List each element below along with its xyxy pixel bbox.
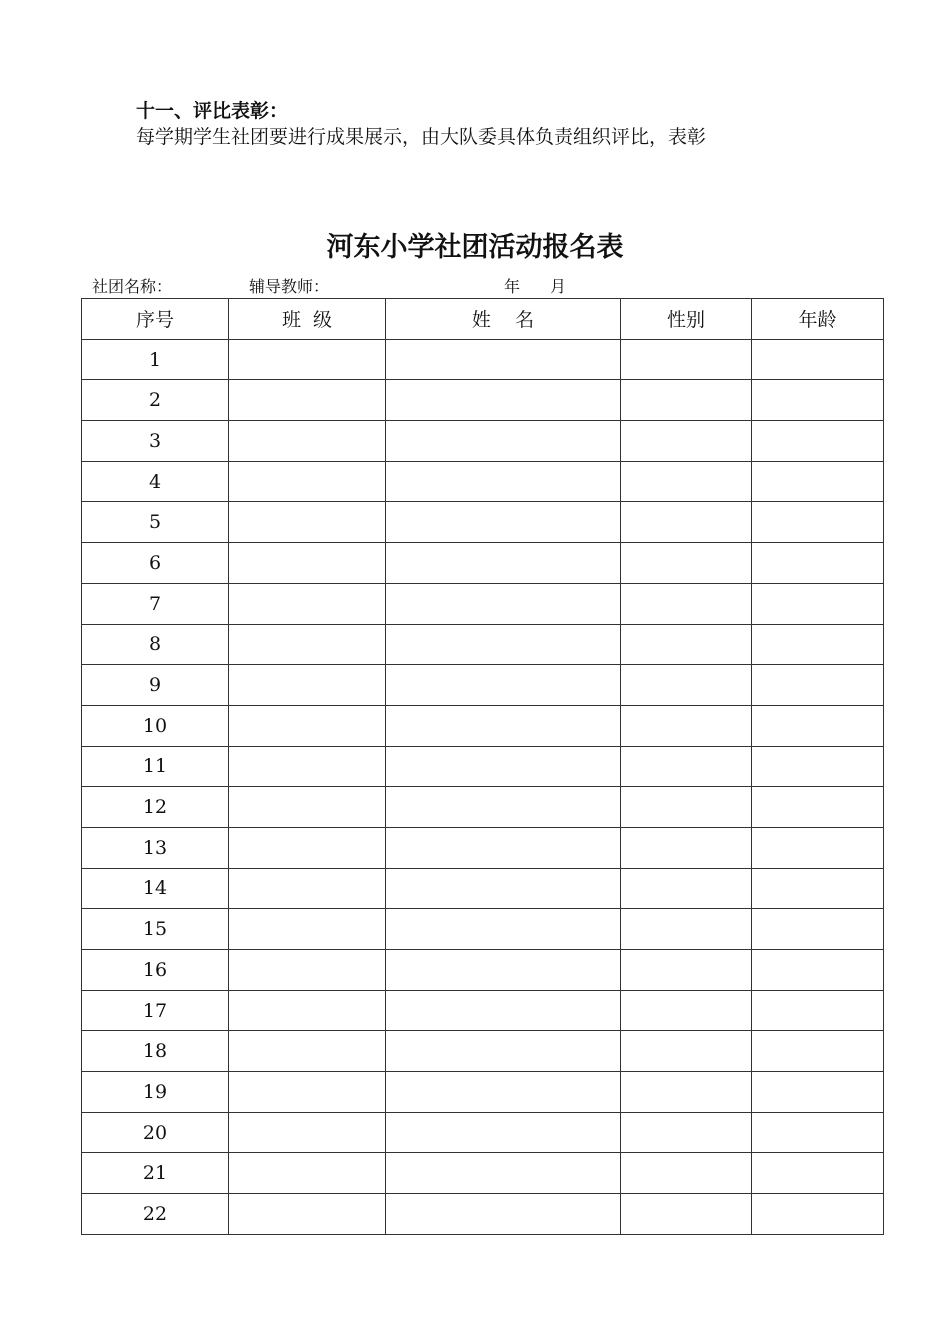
age-cell[interactable] (752, 1072, 884, 1113)
gender-cell[interactable] (621, 339, 752, 380)
age-cell[interactable] (752, 950, 884, 991)
name-cell[interactable] (386, 583, 621, 624)
table-row (82, 1031, 884, 1072)
section-body: 每学期学生社团要进行成果展示，由大队委具体负责组织评比，表彰 (136, 126, 707, 148)
name-cell[interactable] (386, 1031, 621, 1072)
gender-cell[interactable] (621, 1112, 752, 1153)
age-cell[interactable] (752, 421, 884, 462)
table-row (82, 990, 884, 1031)
class-cell[interactable] (229, 583, 386, 624)
class-cell[interactable] (229, 502, 386, 543)
age-cell[interactable] (752, 1153, 884, 1194)
form-title: 河东小学社团活动报名表 (326, 232, 624, 263)
row-index: 22 (82, 1194, 229, 1235)
month-label: 月 (550, 277, 567, 296)
gender-cell[interactable] (621, 868, 752, 909)
name-cell[interactable] (386, 746, 621, 787)
registration-table (81, 298, 884, 1235)
table-row (82, 868, 884, 909)
teacher-label: 辅导教师： (249, 277, 330, 296)
class-cell[interactable] (229, 339, 386, 380)
name-cell[interactable] (386, 909, 621, 950)
table-row (82, 705, 884, 746)
row-index: 13 (82, 827, 229, 868)
row-index: 3 (82, 421, 229, 462)
gender-cell[interactable] (621, 502, 752, 543)
row-index: 2 (82, 380, 229, 421)
class-cell[interactable] (229, 909, 386, 950)
class-cell[interactable] (229, 705, 386, 746)
row-index: 17 (82, 990, 229, 1031)
header-name: 姓 名 (386, 299, 621, 340)
class-cell[interactable] (229, 421, 386, 462)
age-cell[interactable] (752, 827, 884, 868)
name-cell[interactable] (386, 868, 621, 909)
name-cell[interactable] (386, 787, 621, 828)
row-index: 11 (82, 746, 229, 787)
age-cell[interactable] (752, 909, 884, 950)
class-cell[interactable] (229, 665, 386, 706)
class-cell[interactable] (229, 461, 386, 502)
name-cell[interactable] (386, 543, 621, 584)
name-cell[interactable] (386, 461, 621, 502)
table-row (82, 543, 884, 584)
name-cell[interactable] (386, 502, 621, 543)
row-index: 8 (82, 624, 229, 665)
name-cell[interactable] (386, 827, 621, 868)
age-cell[interactable] (752, 787, 884, 828)
gender-cell[interactable] (621, 950, 752, 991)
row-index: 18 (82, 1031, 229, 1072)
gender-cell[interactable] (621, 990, 752, 1031)
age-cell[interactable] (752, 461, 884, 502)
year-label: 年 (504, 277, 521, 296)
class-cell[interactable] (229, 868, 386, 909)
age-cell[interactable] (752, 868, 884, 909)
class-cell[interactable] (229, 827, 386, 868)
age-cell[interactable] (752, 624, 884, 665)
table-row (82, 624, 884, 665)
gender-cell[interactable] (621, 909, 752, 950)
gender-cell[interactable] (621, 1153, 752, 1194)
row-index: 4 (82, 461, 229, 502)
name-cell[interactable] (386, 1112, 621, 1153)
age-cell[interactable] (752, 1194, 884, 1235)
gender-cell[interactable] (621, 624, 752, 665)
class-cell[interactable] (229, 990, 386, 1031)
name-cell[interactable] (386, 1194, 621, 1235)
gender-cell[interactable] (621, 1072, 752, 1113)
gender-cell[interactable] (621, 827, 752, 868)
age-cell[interactable] (752, 380, 884, 421)
table-row (82, 827, 884, 868)
header-index: 序号 (82, 299, 229, 340)
table-row (82, 421, 884, 462)
gender-cell[interactable] (621, 665, 752, 706)
table-row (82, 339, 884, 380)
gender-cell[interactable] (621, 543, 752, 584)
table-header-row (82, 299, 884, 340)
row-index: 1 (82, 339, 229, 380)
class-cell[interactable] (229, 543, 386, 584)
table-row (82, 1072, 884, 1113)
age-cell[interactable] (752, 705, 884, 746)
age-cell[interactable] (752, 746, 884, 787)
row-index: 10 (82, 705, 229, 746)
gender-cell[interactable] (621, 1031, 752, 1072)
age-cell[interactable] (752, 1031, 884, 1072)
gender-cell[interactable] (621, 380, 752, 421)
row-index: 14 (82, 868, 229, 909)
header-age: 年龄 (752, 299, 884, 340)
row-index: 9 (82, 665, 229, 706)
class-cell[interactable] (229, 1112, 386, 1153)
age-cell[interactable] (752, 502, 884, 543)
gender-cell[interactable] (621, 746, 752, 787)
gender-cell[interactable] (621, 583, 752, 624)
table-row (82, 502, 884, 543)
row-index: 20 (82, 1112, 229, 1153)
table-row (82, 909, 884, 950)
name-cell[interactable] (386, 950, 621, 991)
name-cell[interactable] (386, 1072, 621, 1113)
header-class: 班 级 (229, 299, 386, 340)
class-cell[interactable] (229, 787, 386, 828)
name-cell[interactable] (386, 339, 621, 380)
gender-cell[interactable] (621, 705, 752, 746)
age-cell[interactable] (752, 1112, 884, 1153)
gender-cell[interactable] (621, 461, 752, 502)
age-cell[interactable] (752, 339, 884, 380)
table-row (82, 583, 884, 624)
age-cell[interactable] (752, 543, 884, 584)
name-cell[interactable] (386, 705, 621, 746)
section-heading: 十一、评比表彰： (136, 100, 289, 122)
class-cell[interactable] (229, 1153, 386, 1194)
table-row (82, 1112, 884, 1153)
class-cell[interactable] (229, 950, 386, 991)
name-cell[interactable] (386, 380, 621, 421)
row-index: 7 (82, 583, 229, 624)
age-cell[interactable] (752, 583, 884, 624)
row-index: 6 (82, 543, 229, 584)
row-index: 19 (82, 1072, 229, 1113)
class-cell[interactable] (229, 1031, 386, 1072)
form-meta-row (0, 276, 950, 298)
class-cell[interactable] (229, 380, 386, 421)
row-index: 12 (82, 787, 229, 828)
class-cell[interactable] (229, 746, 386, 787)
name-cell[interactable] (386, 990, 621, 1031)
table-row (82, 461, 884, 502)
gender-cell[interactable] (621, 787, 752, 828)
gender-cell[interactable] (621, 1194, 752, 1235)
table-row (82, 380, 884, 421)
age-cell[interactable] (752, 990, 884, 1031)
row-index: 16 (82, 950, 229, 991)
class-cell[interactable] (229, 1194, 386, 1235)
name-cell[interactable] (386, 624, 621, 665)
class-cell[interactable] (229, 624, 386, 665)
table-row (82, 950, 884, 991)
name-cell[interactable] (386, 665, 621, 706)
table-row (82, 787, 884, 828)
row-index: 5 (82, 502, 229, 543)
gender-cell[interactable] (621, 421, 752, 462)
row-index: 21 (82, 1153, 229, 1194)
name-cell[interactable] (386, 1153, 621, 1194)
row-index: 15 (82, 909, 229, 950)
table-row (82, 1194, 884, 1235)
age-cell[interactable] (752, 665, 884, 706)
class-cell[interactable] (229, 1072, 386, 1113)
header-gender: 性别 (621, 299, 752, 340)
name-cell[interactable] (386, 421, 621, 462)
table-row (82, 1153, 884, 1194)
table-row (82, 746, 884, 787)
club-name-label: 社团名称： (92, 277, 173, 296)
table-row (82, 665, 884, 706)
